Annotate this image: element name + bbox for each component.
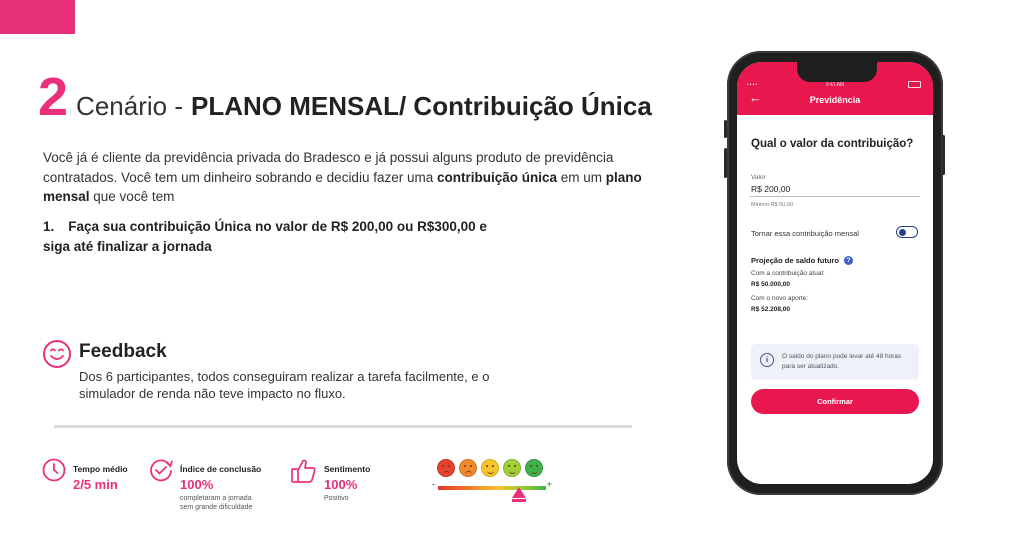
status-time: 9:41 AM [825, 82, 845, 88]
smiley-icon [42, 339, 72, 369]
feedback-title: Feedback [79, 341, 167, 362]
metric-sentiment-label: Sentimento [324, 464, 371, 474]
status-signal: •••• [747, 82, 759, 88]
toggle-knob [899, 229, 906, 236]
divider [54, 425, 632, 428]
monthly-toggle-label: Tornar essa contribuição mensal [751, 229, 859, 238]
intro-bold-2: plano mensal [43, 169, 642, 204]
task-number: 1. [43, 219, 55, 234]
info-icon: i [760, 353, 774, 367]
phone-side-button [942, 135, 945, 175]
current-contribution-label: Com a contribuição atual: [751, 270, 825, 277]
very-happy-face-icon [525, 459, 543, 477]
intro-text-3: que você tem [89, 189, 175, 204]
thumbs-up-icon [290, 457, 318, 485]
value-field-label: Valor [751, 174, 766, 181]
info-box [751, 344, 919, 380]
new-contribution-label: Com o novo aporte: [751, 295, 809, 302]
projection-title [751, 256, 853, 265]
title-main: PLANO MENSAL/ Contribuição Única [190, 91, 652, 121]
metric-completion [180, 464, 261, 512]
scenario-number: 2 [38, 67, 69, 127]
metric-sentiment-value: 100% [324, 477, 358, 492]
question-icon[interactable]: ? [844, 256, 853, 265]
metric-completion-label: Índice de conclusão [180, 464, 262, 474]
very-sad-face-icon [437, 459, 455, 477]
scale-pointer-base [512, 499, 526, 502]
task-text: Faça sua contribuição Única no valor de R$ 200,00 ou R$300,00 e siga até finalizar a jornada [43, 219, 487, 254]
confirm-button[interactable]: Confirmar [751, 389, 919, 414]
task-item [43, 217, 503, 256]
happy-face-icon [503, 459, 521, 477]
monthly-toggle[interactable] [896, 226, 918, 238]
feedback-text: Dos 6 participantes, todos conseguiram realizar a tarefa facilmente, e o simulador de renda não teve impacto no fluxo. [79, 369, 490, 401]
metric-time-value: 2/5 min [73, 477, 118, 492]
check-cycle-icon [148, 457, 174, 483]
phone-screen [737, 62, 933, 484]
metric-completion-value: 100% [180, 477, 214, 492]
phone-side-button [724, 120, 727, 138]
metric-completion-sub-1: completaram a jornada [180, 495, 252, 502]
projection-title-text: Projeção de saldo futuro [751, 256, 839, 265]
current-contribution-value: R$ 50.000,00 [751, 281, 791, 288]
sentiment-faces [437, 459, 543, 477]
intro-paragraph [43, 148, 643, 207]
arrow-left-icon[interactable]: ← [749, 90, 762, 105]
page-title [38, 67, 652, 127]
metric-sentiment [324, 464, 370, 503]
battery-icon [908, 81, 921, 88]
value-field-helper: Mínimo R$ 50,00 [751, 202, 793, 208]
metric-sentiment-sub: Positivo [324, 495, 349, 502]
scale-pointer-icon [512, 487, 526, 498]
scale-minus: - [432, 479, 435, 489]
metric-completion-sub-2: sem grande dificuldade [180, 504, 253, 511]
metric-time [73, 464, 128, 492]
neutral-face-icon [481, 459, 499, 477]
phone-side-button [724, 148, 727, 178]
intro-bold-1: contribuição única [436, 169, 558, 185]
corner-accent [0, 0, 75, 34]
sad-face-icon [459, 459, 477, 477]
new-contribution-value: R$ 52.208,00 [751, 306, 791, 313]
title-prefix: Cenário - [76, 91, 183, 121]
question-title: Qual o valor da contribuição? [751, 138, 914, 150]
app-bar [737, 62, 933, 115]
scale-bar [438, 486, 546, 490]
intro-text-1: Você já é cliente da previdência privada do Bradesco e já possui alguns produto de previdência contratados. Você tem um dinheiro sobrando e decidiu fazer uma [43, 150, 614, 185]
value-input[interactable] [750, 181, 920, 197]
phone-notch [797, 62, 877, 82]
scale-plus: + [546, 479, 552, 489]
metric-time-label: Tempo médio [73, 464, 128, 474]
app-title: Previdência [809, 95, 861, 105]
intro-text-2: em um [557, 169, 606, 185]
info-text: O saldo do plano pode levar até 48 horas para ser atualizado. [782, 353, 902, 370]
sentiment-scale [432, 479, 552, 491]
clock-icon [42, 458, 66, 482]
